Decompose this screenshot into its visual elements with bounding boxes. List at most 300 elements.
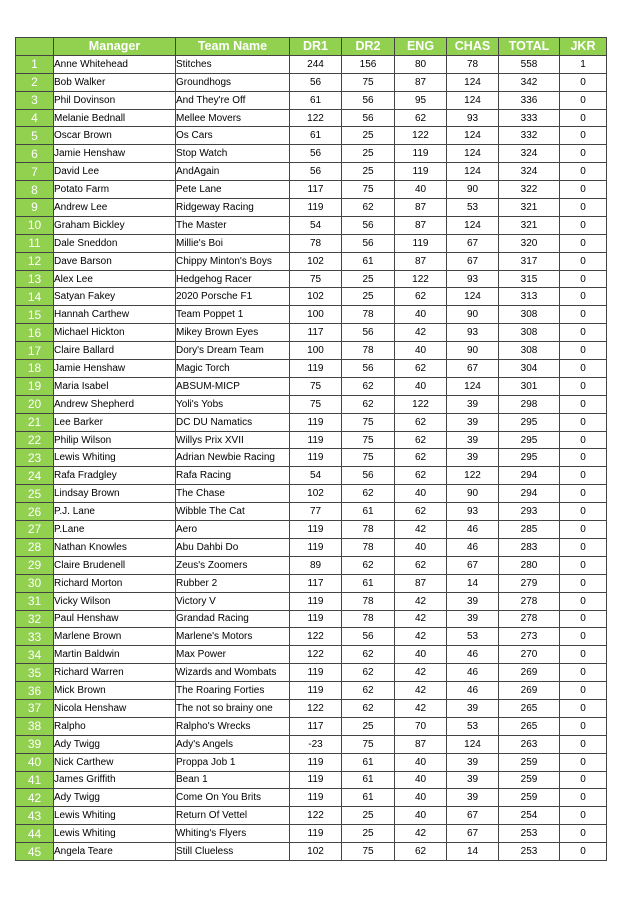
jkr-cell: 0: [560, 556, 607, 574]
team-name-cell: Marlene's Motors: [176, 628, 290, 646]
position-cell: 38: [16, 717, 54, 735]
team-name-cell: Stitches: [176, 55, 290, 73]
dr1-cell: 122: [290, 699, 342, 717]
dr1-cell: 78: [290, 234, 342, 252]
position-cell: 15: [16, 306, 54, 324]
team-name-cell: The Chase: [176, 485, 290, 503]
chas-cell: 46: [447, 646, 499, 664]
dr2-cell: 75: [342, 449, 395, 467]
manager-cell: Ady Twigg: [54, 735, 176, 753]
position-cell: 6: [16, 145, 54, 163]
total-cell: 254: [499, 807, 560, 825]
total-cell: 270: [499, 646, 560, 664]
total-cell: 253: [499, 825, 560, 843]
jkr-cell: 0: [560, 646, 607, 664]
eng-cell: 62: [395, 431, 447, 449]
dr2-cell: 62: [342, 699, 395, 717]
dr1-cell: 102: [290, 485, 342, 503]
chas-cell: 46: [447, 682, 499, 700]
total-cell: 259: [499, 789, 560, 807]
chas-cell: 39: [447, 771, 499, 789]
table-row: [16, 234, 607, 252]
jkr-cell: 0: [560, 234, 607, 252]
eng-cell: 87: [395, 735, 447, 753]
total-cell: 294: [499, 485, 560, 503]
chas-cell: 90: [447, 342, 499, 360]
jkr-cell: 0: [560, 324, 607, 342]
chas-cell: 93: [447, 324, 499, 342]
team-name-cell: Wibble The Cat: [176, 503, 290, 521]
jkr-cell: 0: [560, 574, 607, 592]
manager-cell: Ady Twigg: [54, 789, 176, 807]
chas-cell: 67: [447, 807, 499, 825]
chas-cell: 39: [447, 413, 499, 431]
total-cell: 273: [499, 628, 560, 646]
dr2-cell: 56: [342, 360, 395, 378]
position-cell: 2: [16, 73, 54, 91]
dr1-cell: 119: [290, 199, 342, 217]
dr2-cell: 75: [342, 843, 395, 861]
manager-cell: Melanie Bednall: [54, 109, 176, 127]
dr1-cell: 61: [290, 91, 342, 109]
chas-cell: 39: [447, 449, 499, 467]
eng-cell: 42: [395, 664, 447, 682]
manager-cell: Graham Bickley: [54, 216, 176, 234]
team-name-cell: Rafa Racing: [176, 467, 290, 485]
team-name-cell: 2020 Porsche F1: [176, 288, 290, 306]
total-cell: 280: [499, 556, 560, 574]
dr1-cell: 119: [290, 431, 342, 449]
table-row: [16, 843, 607, 861]
position-cell: 36: [16, 682, 54, 700]
team-name-cell: Wizards and Wombats: [176, 664, 290, 682]
position-cell: 10: [16, 216, 54, 234]
chas-cell: 14: [447, 843, 499, 861]
chas-cell: 124: [447, 377, 499, 395]
chas-cell: 67: [447, 825, 499, 843]
eng-cell: 62: [395, 288, 447, 306]
position-cell: 22: [16, 431, 54, 449]
header-jkr: JKR: [560, 38, 607, 56]
table-row: [16, 431, 607, 449]
chas-cell: 39: [447, 395, 499, 413]
position-cell: 26: [16, 503, 54, 521]
chas-cell: 53: [447, 199, 499, 217]
table-row: [16, 181, 607, 199]
jkr-cell: 0: [560, 449, 607, 467]
total-cell: 324: [499, 163, 560, 181]
jkr-cell: 0: [560, 610, 607, 628]
dr1-cell: 100: [290, 342, 342, 360]
dr2-cell: 25: [342, 288, 395, 306]
jkr-cell: 0: [560, 628, 607, 646]
jkr-cell: 0: [560, 771, 607, 789]
eng-cell: 42: [395, 324, 447, 342]
jkr-cell: 0: [560, 807, 607, 825]
team-name-cell: Abu Dahbi Do: [176, 538, 290, 556]
table-row: [16, 682, 607, 700]
position-cell: 37: [16, 699, 54, 717]
jkr-cell: 0: [560, 252, 607, 270]
table-row: [16, 771, 607, 789]
position-cell: 1: [16, 55, 54, 73]
table-row: [16, 145, 607, 163]
eng-cell: 87: [395, 199, 447, 217]
jkr-cell: 1: [560, 55, 607, 73]
position-cell: 5: [16, 127, 54, 145]
team-name-cell: Bean 1: [176, 771, 290, 789]
team-name-cell: AndAgain: [176, 163, 290, 181]
jkr-cell: 0: [560, 342, 607, 360]
jkr-cell: 0: [560, 413, 607, 431]
manager-cell: Lindsay Brown: [54, 485, 176, 503]
jkr-cell: 0: [560, 503, 607, 521]
jkr-cell: 0: [560, 735, 607, 753]
dr2-cell: 62: [342, 556, 395, 574]
team-name-cell: Adrian Newbie Racing: [176, 449, 290, 467]
position-cell: 41: [16, 771, 54, 789]
position-cell: 17: [16, 342, 54, 360]
team-name-cell: Rubber 2: [176, 574, 290, 592]
team-name-cell: And They're Off: [176, 91, 290, 109]
eng-cell: 62: [395, 843, 447, 861]
jkr-cell: 0: [560, 467, 607, 485]
eng-cell: 40: [395, 377, 447, 395]
jkr-cell: 0: [560, 199, 607, 217]
dr2-cell: 25: [342, 270, 395, 288]
team-name-cell: Pete Lane: [176, 181, 290, 199]
dr1-cell: 56: [290, 73, 342, 91]
eng-cell: 70: [395, 717, 447, 735]
team-name-cell: Aero: [176, 521, 290, 539]
total-cell: 278: [499, 610, 560, 628]
team-name-cell: Yoli's Yobs: [176, 395, 290, 413]
eng-cell: 122: [395, 270, 447, 288]
manager-cell: Rafa Fradgley: [54, 467, 176, 485]
team-name-cell: Come On You Brits: [176, 789, 290, 807]
chas-cell: 46: [447, 664, 499, 682]
total-cell: 279: [499, 574, 560, 592]
position-cell: 3: [16, 91, 54, 109]
manager-cell: Lee Barker: [54, 413, 176, 431]
table-row: [16, 395, 607, 413]
position-cell: 12: [16, 252, 54, 270]
total-cell: 333: [499, 109, 560, 127]
dr1-cell: 119: [290, 753, 342, 771]
position-cell: 40: [16, 753, 54, 771]
team-name-cell: Return Of Vettel: [176, 807, 290, 825]
dr1-cell: 119: [290, 413, 342, 431]
eng-cell: 40: [395, 646, 447, 664]
table-row: [16, 574, 607, 592]
jkr-cell: 0: [560, 360, 607, 378]
team-name-cell: Proppa Job 1: [176, 753, 290, 771]
manager-cell: Dale Sneddon: [54, 234, 176, 252]
chas-cell: 46: [447, 538, 499, 556]
jkr-cell: 0: [560, 163, 607, 181]
manager-cell: Richard Morton: [54, 574, 176, 592]
total-cell: 265: [499, 699, 560, 717]
eng-cell: 42: [395, 521, 447, 539]
dr2-cell: 56: [342, 109, 395, 127]
total-cell: 332: [499, 127, 560, 145]
jkr-cell: 0: [560, 843, 607, 861]
team-name-cell: The not so brainy one: [176, 699, 290, 717]
dr1-cell: 119: [290, 360, 342, 378]
team-name-cell: Dory's Dream Team: [176, 342, 290, 360]
eng-cell: 42: [395, 682, 447, 700]
table-row: [16, 610, 607, 628]
position-cell: 19: [16, 377, 54, 395]
position-cell: 39: [16, 735, 54, 753]
team-name-cell: Os Cars: [176, 127, 290, 145]
manager-cell: Anne Whitehead: [54, 55, 176, 73]
eng-cell: 87: [395, 574, 447, 592]
manager-cell: Claire Brudenell: [54, 556, 176, 574]
position-cell: 31: [16, 592, 54, 610]
table-row: [16, 521, 607, 539]
manager-cell: Paul Henshaw: [54, 610, 176, 628]
manager-cell: Alex Lee: [54, 270, 176, 288]
dr2-cell: 25: [342, 163, 395, 181]
chas-cell: 78: [447, 55, 499, 73]
position-cell: 45: [16, 843, 54, 861]
total-cell: 295: [499, 431, 560, 449]
total-cell: 263: [499, 735, 560, 753]
manager-cell: Richard Warren: [54, 664, 176, 682]
total-cell: 336: [499, 91, 560, 109]
table-row: [16, 699, 607, 717]
chas-cell: 67: [447, 556, 499, 574]
chas-cell: 39: [447, 789, 499, 807]
manager-cell: Satyan Fakey: [54, 288, 176, 306]
dr2-cell: 75: [342, 73, 395, 91]
team-name-cell: ABSUM-MICP: [176, 377, 290, 395]
manager-cell: Potato Farm: [54, 181, 176, 199]
table-row: [16, 252, 607, 270]
team-name-cell: Ridgeway Racing: [176, 199, 290, 217]
eng-cell: 40: [395, 789, 447, 807]
manager-cell: James Griffith: [54, 771, 176, 789]
chas-cell: 124: [447, 216, 499, 234]
jkr-cell: 0: [560, 789, 607, 807]
jkr-cell: 0: [560, 73, 607, 91]
eng-cell: 42: [395, 628, 447, 646]
chas-cell: 122: [447, 467, 499, 485]
dr2-cell: 62: [342, 377, 395, 395]
total-cell: 269: [499, 682, 560, 700]
eng-cell: 122: [395, 395, 447, 413]
chas-cell: 93: [447, 109, 499, 127]
eng-cell: 62: [395, 449, 447, 467]
team-name-cell: Magic Torch: [176, 360, 290, 378]
dr1-cell: 102: [290, 843, 342, 861]
chas-cell: 67: [447, 252, 499, 270]
team-name-cell: The Roaring Forties: [176, 682, 290, 700]
dr1-cell: 56: [290, 163, 342, 181]
dr2-cell: 156: [342, 55, 395, 73]
eng-cell: 119: [395, 163, 447, 181]
dr2-cell: 61: [342, 771, 395, 789]
team-name-cell: Hedgehog Racer: [176, 270, 290, 288]
chas-cell: 39: [447, 431, 499, 449]
team-name-cell: DC DU Namatics: [176, 413, 290, 431]
total-cell: 259: [499, 771, 560, 789]
table-row: [16, 664, 607, 682]
table-row: [16, 789, 607, 807]
eng-cell: 40: [395, 485, 447, 503]
total-cell: 342: [499, 73, 560, 91]
table-row: [16, 646, 607, 664]
chas-cell: 53: [447, 628, 499, 646]
table-row: [16, 377, 607, 395]
table-row: [16, 807, 607, 825]
header-dr1: DR1: [290, 38, 342, 56]
team-name-cell: Groundhogs: [176, 73, 290, 91]
chas-cell: 67: [447, 360, 499, 378]
team-name-cell: Ralpho's Wrecks: [176, 717, 290, 735]
dr1-cell: 119: [290, 538, 342, 556]
eng-cell: 40: [395, 753, 447, 771]
position-cell: 18: [16, 360, 54, 378]
table-row: [16, 324, 607, 342]
manager-cell: Andrew Shepherd: [54, 395, 176, 413]
position-cell: 13: [16, 270, 54, 288]
dr2-cell: 56: [342, 216, 395, 234]
chas-cell: 124: [447, 91, 499, 109]
dr1-cell: 119: [290, 610, 342, 628]
chas-cell: 90: [447, 485, 499, 503]
chas-cell: 124: [447, 127, 499, 145]
total-cell: 265: [499, 717, 560, 735]
table-row: [16, 503, 607, 521]
dr1-cell: 54: [290, 467, 342, 485]
total-cell: 301: [499, 377, 560, 395]
eng-cell: 119: [395, 234, 447, 252]
position-cell: 30: [16, 574, 54, 592]
chas-cell: 124: [447, 145, 499, 163]
table-row: [16, 825, 607, 843]
position-cell: 14: [16, 288, 54, 306]
chas-cell: 124: [447, 73, 499, 91]
total-cell: 298: [499, 395, 560, 413]
dr1-cell: 119: [290, 682, 342, 700]
eng-cell: 62: [395, 503, 447, 521]
manager-cell: David Lee: [54, 163, 176, 181]
team-name-cell: Chippy Minton's Boys: [176, 252, 290, 270]
dr2-cell: 61: [342, 789, 395, 807]
eng-cell: 40: [395, 771, 447, 789]
chas-cell: 90: [447, 306, 499, 324]
manager-cell: Oscar Brown: [54, 127, 176, 145]
manager-cell: Lewis Whiting: [54, 449, 176, 467]
header-position: [16, 38, 54, 56]
team-name-cell: Max Power: [176, 646, 290, 664]
jkr-cell: 0: [560, 699, 607, 717]
manager-cell: Vicky Wilson: [54, 592, 176, 610]
chas-cell: 67: [447, 234, 499, 252]
manager-cell: P.J. Lane: [54, 503, 176, 521]
position-cell: 16: [16, 324, 54, 342]
eng-cell: 87: [395, 252, 447, 270]
dr2-cell: 25: [342, 145, 395, 163]
eng-cell: 40: [395, 306, 447, 324]
table-row: [16, 485, 607, 503]
total-cell: 558: [499, 55, 560, 73]
eng-cell: 62: [395, 556, 447, 574]
eng-cell: 62: [395, 467, 447, 485]
dr1-cell: 119: [290, 771, 342, 789]
total-cell: 253: [499, 843, 560, 861]
dr2-cell: 75: [342, 431, 395, 449]
eng-cell: 42: [395, 592, 447, 610]
team-name-cell: Team Poppet 1: [176, 306, 290, 324]
jkr-cell: 0: [560, 181, 607, 199]
total-cell: 283: [499, 538, 560, 556]
position-cell: 7: [16, 163, 54, 181]
table-row: [16, 717, 607, 735]
chas-cell: 39: [447, 610, 499, 628]
chas-cell: 124: [447, 288, 499, 306]
dr1-cell: 102: [290, 288, 342, 306]
position-cell: 34: [16, 646, 54, 664]
dr2-cell: 25: [342, 807, 395, 825]
jkr-cell: 0: [560, 288, 607, 306]
team-name-cell: Whiting's Flyers: [176, 825, 290, 843]
total-cell: 285: [499, 521, 560, 539]
dr2-cell: 78: [342, 342, 395, 360]
dr1-cell: 119: [290, 789, 342, 807]
header-eng: ENG: [395, 38, 447, 56]
total-cell: 308: [499, 306, 560, 324]
dr1-cell: 117: [290, 181, 342, 199]
chas-cell: 14: [447, 574, 499, 592]
team-name-cell: Willys Prix XVII: [176, 431, 290, 449]
dr1-cell: 77: [290, 503, 342, 521]
position-cell: 21: [16, 413, 54, 431]
eng-cell: 40: [395, 807, 447, 825]
table-row: [16, 467, 607, 485]
dr1-cell: 54: [290, 216, 342, 234]
eng-cell: 87: [395, 216, 447, 234]
dr1-cell: -23: [290, 735, 342, 753]
standings-table: [15, 37, 607, 861]
dr1-cell: 119: [290, 521, 342, 539]
chas-cell: 93: [447, 503, 499, 521]
position-cell: 9: [16, 199, 54, 217]
table-row: [16, 216, 607, 234]
dr1-cell: 56: [290, 145, 342, 163]
table-row: [16, 342, 607, 360]
chas-cell: 90: [447, 181, 499, 199]
dr2-cell: 62: [342, 485, 395, 503]
team-name-cell: The Master: [176, 216, 290, 234]
dr2-cell: 78: [342, 306, 395, 324]
manager-cell: Jamie Henshaw: [54, 145, 176, 163]
chas-cell: 53: [447, 717, 499, 735]
dr1-cell: 75: [290, 270, 342, 288]
chas-cell: 124: [447, 163, 499, 181]
team-name-cell: Mellee Movers: [176, 109, 290, 127]
eng-cell: 119: [395, 145, 447, 163]
total-cell: 293: [499, 503, 560, 521]
dr2-cell: 56: [342, 234, 395, 252]
total-cell: 321: [499, 216, 560, 234]
team-name-cell: Ady's Angels: [176, 735, 290, 753]
dr2-cell: 78: [342, 592, 395, 610]
manager-cell: Martin Baldwin: [54, 646, 176, 664]
dr2-cell: 61: [342, 252, 395, 270]
